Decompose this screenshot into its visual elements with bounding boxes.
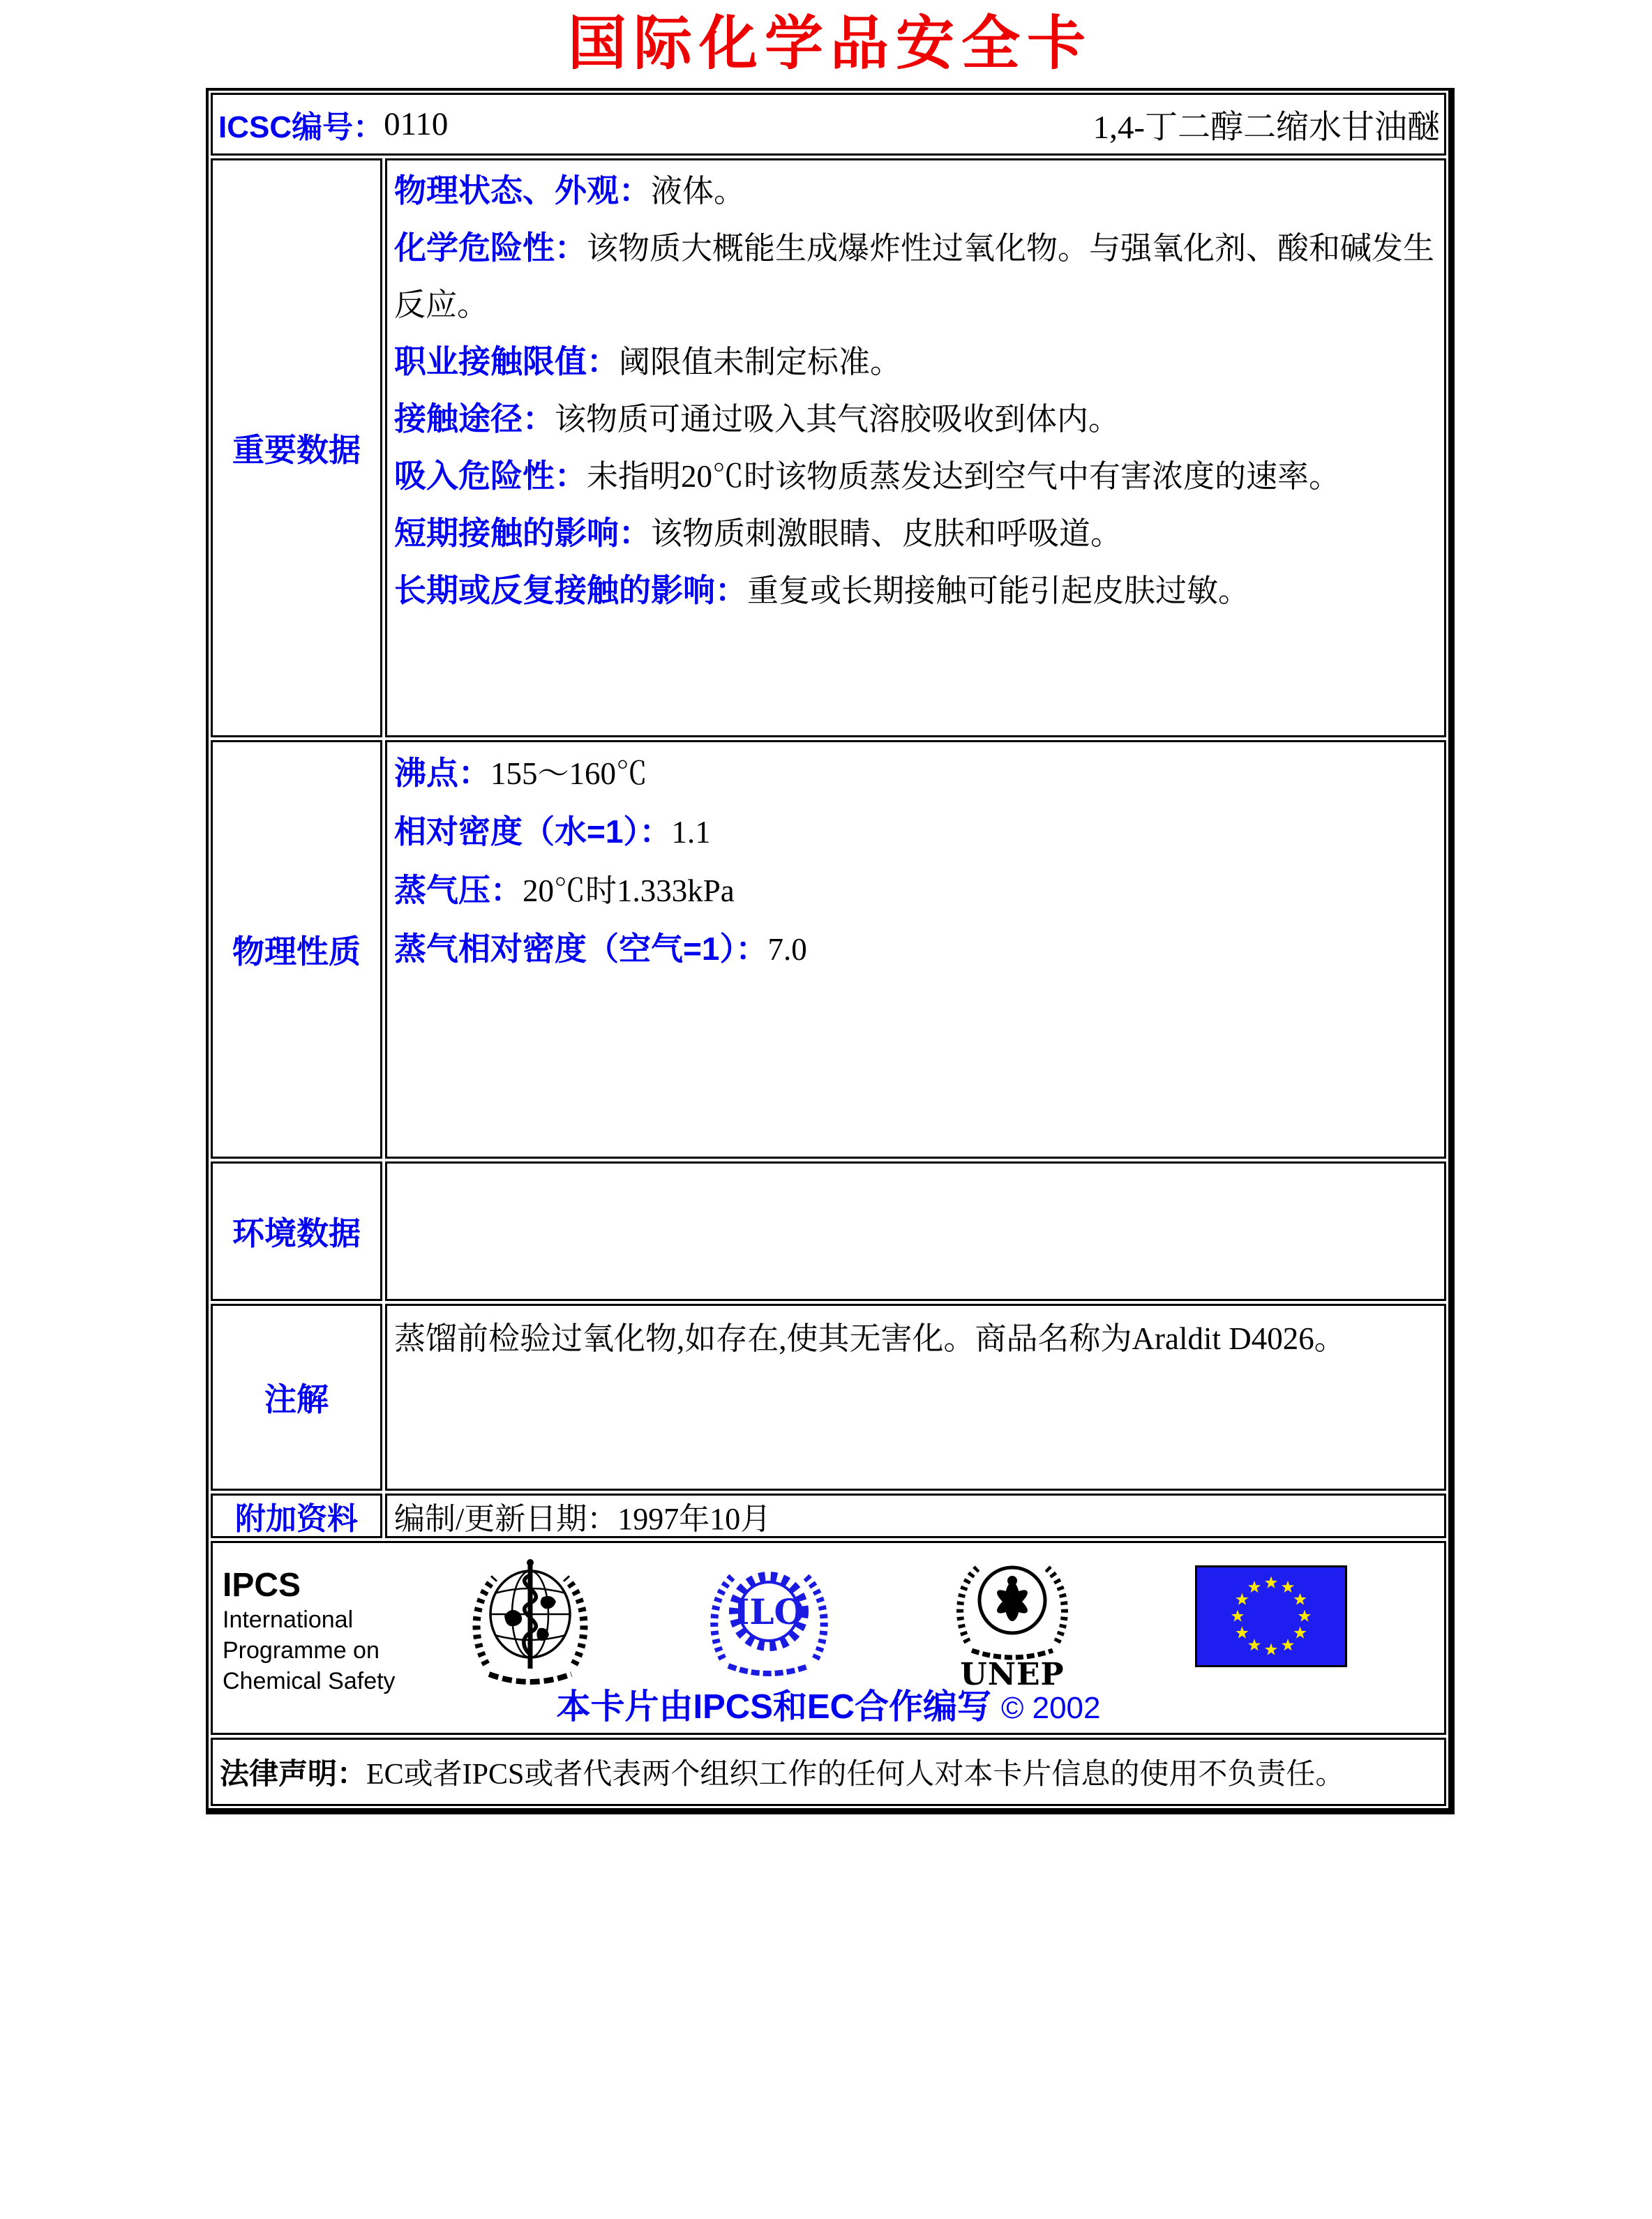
update-date-text: 编制/更新日期：1997年10月: [394, 1502, 772, 1536]
icsc-card: [206, 88, 1455, 1814]
environmental-data-content: [385, 1161, 1446, 1301]
ipcs-acronym: IPCS: [223, 1567, 301, 1604]
copyright-text: © 2002: [1000, 1691, 1101, 1725]
field-value: 重复或长期接触可能引起皮肤过敏。: [747, 573, 1250, 608]
field-label: 接触途径：: [394, 400, 555, 437]
data-line: [394, 394, 1437, 451]
field-value: 该物质可通过吸入其气溶胶吸收到体内。: [555, 402, 1120, 437]
notes-content: [385, 1304, 1446, 1491]
section-label-physical-properties: 物理性质: [211, 740, 382, 1159]
data-line: [394, 924, 1437, 982]
legal-row: [211, 1738, 1446, 1806]
field-value: 液体。: [651, 174, 746, 209]
header-cell: [211, 93, 1446, 156]
field-value: 7.0: [767, 932, 807, 967]
legal-cell: [211, 1738, 1446, 1806]
important-data-row: [211, 158, 1446, 737]
data-line: [394, 806, 1437, 865]
legal-text: EC或者IPCS或者代表两个组织工作的任何人对本卡片信息的使用不负责任。: [366, 1759, 1345, 1791]
unep-logo-icon: [949, 1550, 1075, 1660]
eu-flag-icon: [1195, 1565, 1347, 1667]
data-line: [394, 337, 1437, 394]
environmental-data-row: [211, 1161, 1446, 1301]
field-label: 蒸气相对密度（空气=1）：: [394, 931, 768, 967]
icsc-number: [218, 102, 448, 146]
physical-properties-content: [385, 740, 1446, 1159]
field-label: 短期接触的影响：: [394, 515, 651, 551]
field-label: 职业接触限值：: [394, 343, 619, 379]
field-value: 未指明20℃时该物质蒸发达到空气中有害浓度的速率。: [587, 459, 1341, 494]
additional-info-content: [385, 1494, 1446, 1538]
field-value: 该物质大概能生成爆炸性过氧化物。与强氧化剂、酸和碱发生反应。: [394, 231, 1435, 322]
data-line: [394, 451, 1437, 509]
data-line: [394, 865, 1437, 924]
field-value: 1.1: [671, 815, 711, 850]
section-label-additional-info: 附加资料: [211, 1494, 382, 1538]
legal-label: 法律声明：: [220, 1757, 367, 1790]
page-title: 国际化学品安全卡: [567, 8, 1092, 77]
field-label: 蒸气压：: [394, 872, 523, 908]
data-line: [394, 223, 1437, 337]
ilo-letters: ILO: [733, 1591, 805, 1632]
section-label-notes: 注解: [211, 1304, 382, 1491]
ipcs-text-block: IPCS International Programme on Chemical Safety: [223, 1567, 396, 1694]
header-row: [211, 93, 1446, 156]
icsc-number-label: ICSC编号：: [218, 110, 384, 144]
ilo-logo-icon: [705, 1556, 834, 1681]
caption-text: 本卡片由IPCS和EC合作编写: [556, 1688, 991, 1726]
field-value: 阈限值未制定标准。: [619, 345, 902, 379]
physical-properties-row: [211, 740, 1446, 1159]
field-value: 该物质刺激眼睛、皮肤和呼吸道。: [651, 516, 1122, 551]
section-label-environmental-data: 环境数据: [211, 1161, 382, 1301]
field-label: 物理状态、外观：: [394, 172, 651, 209]
chemical-name: 1,4-丁二醇二缩水甘油醚: [1092, 109, 1440, 146]
field-label: 相对密度（水=1）：: [394, 813, 672, 850]
footer-caption: [213, 1680, 1444, 1729]
field-label: 沸点：: [394, 755, 490, 791]
field-value: 155～160℃: [490, 756, 648, 791]
notes-text: 蒸馏前检验过氧化物,如存在,使其无害化。商品名称为Araldit D4026。: [394, 1321, 1346, 1356]
field-label: 吸入危险性：: [394, 458, 587, 494]
field-value: 20℃时1.333kPa: [523, 873, 735, 908]
logos-cell: [211, 1541, 1446, 1735]
logos-row: [211, 1541, 1446, 1735]
field-label: 长期或反复接触的影响：: [394, 572, 747, 608]
icsc-number-value: 0110: [384, 106, 449, 142]
unep-logo: [949, 1550, 1075, 1690]
notes-row: [211, 1304, 1446, 1491]
additional-info-row: [211, 1494, 1446, 1538]
unep-wordmark: UNEP: [960, 1657, 1065, 1692]
important-data-content: [385, 158, 1446, 737]
data-line: [394, 748, 1437, 806]
data-line: [394, 166, 1437, 223]
data-line: [394, 509, 1437, 566]
field-label: 化学危险性：: [394, 230, 587, 266]
data-line: [394, 566, 1437, 623]
section-label-important-data: 重要数据: [211, 158, 382, 737]
who-logo-icon: [464, 1551, 596, 1694]
